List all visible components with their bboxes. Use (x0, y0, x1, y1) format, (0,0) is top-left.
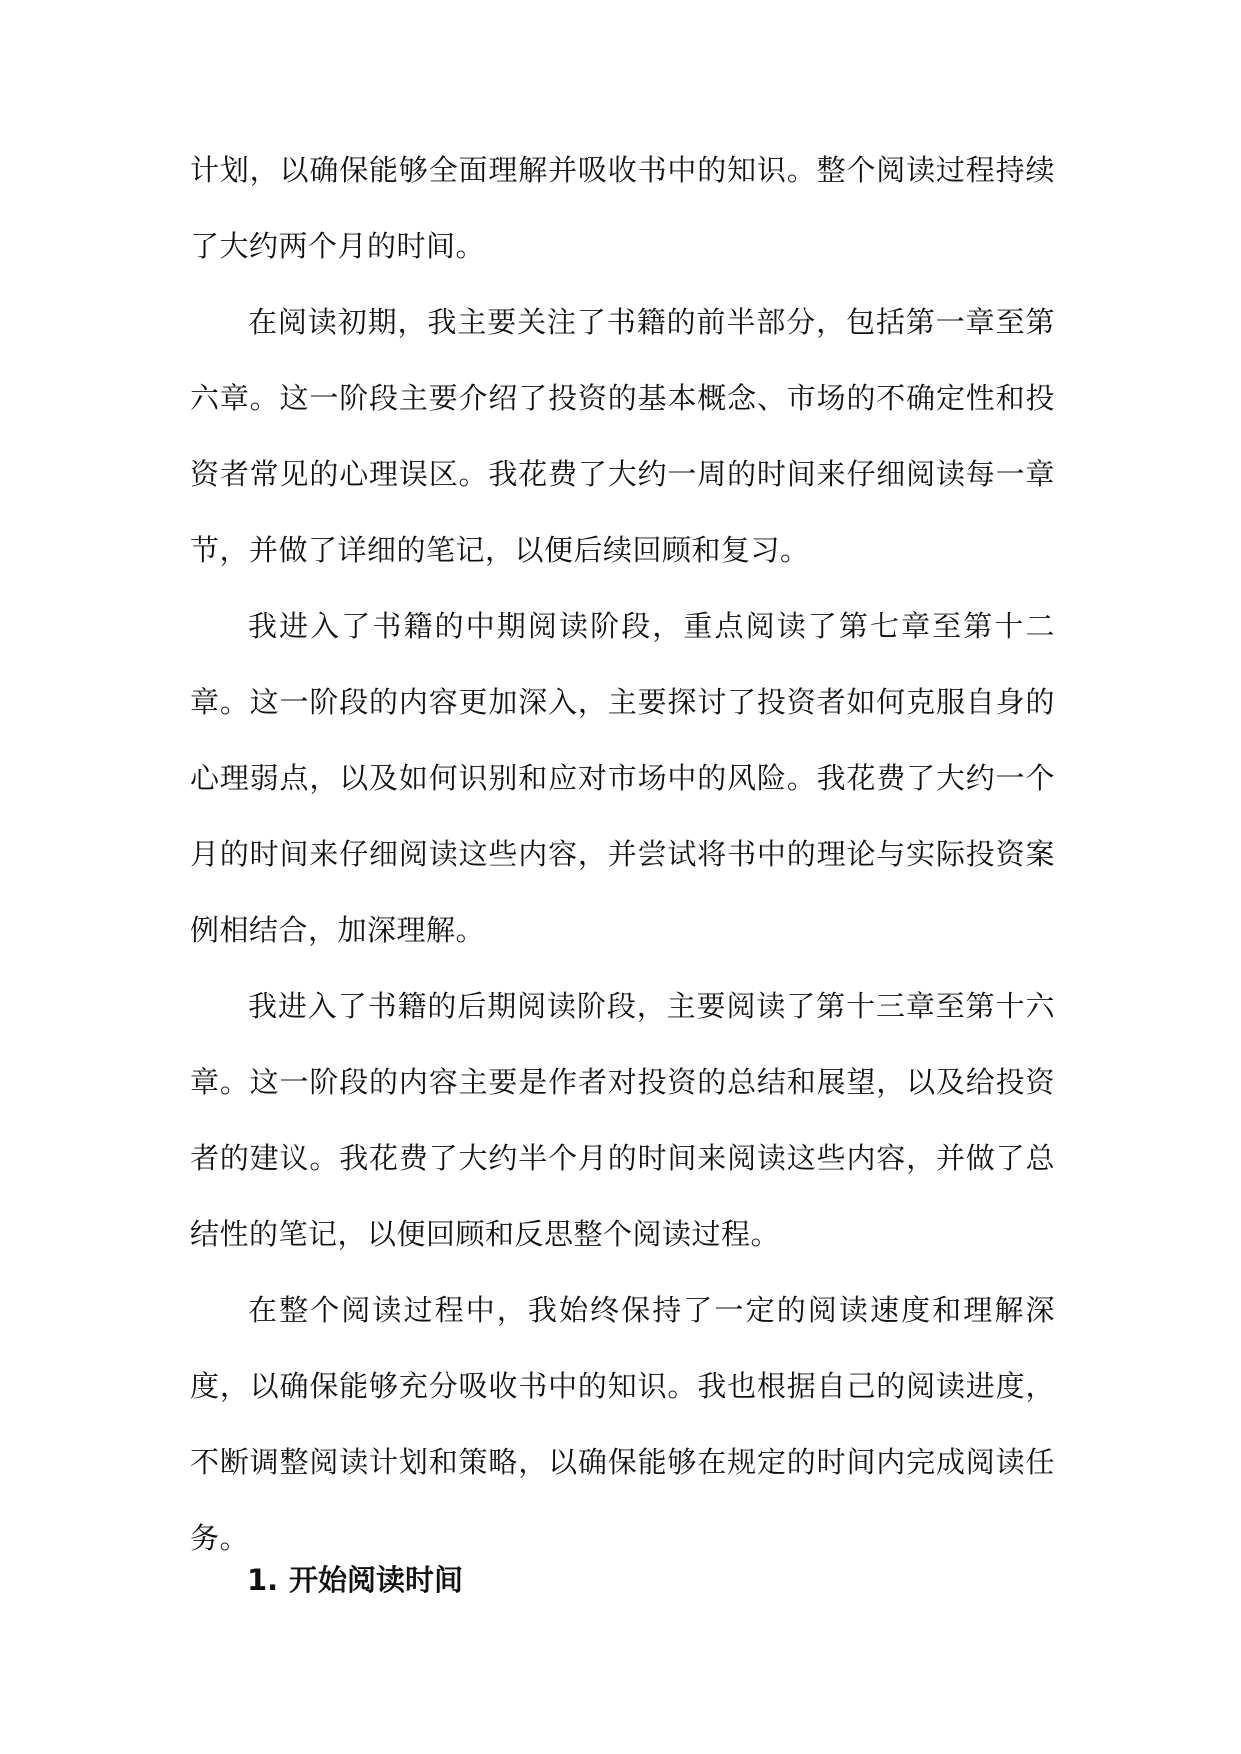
body-text (190, 132, 1055, 1576)
paragraph-middle-reading: 我进入了书籍的中期阅读阶段，重点阅读了第七章至第十二章。这一阶段的内容更加深入，主要探讨了投资者如何克服自身的心理弱点，以及如何识别和应对市场中的风险。我花费了大约一个月的时间来仔细阅读这些内容，并尝试将书中的理论与实际投资案例相结合，加深理解。 (190, 609, 1055, 947)
paragraph-overall-reading: 在整个阅读过程中，我始终保持了一定的阅读速度和理解深度，以确保能够充分吸收书中的知识。我也根据自己的阅读进度，不断调整阅读计划和策略，以确保能够在规定的时间内完成阅读任务。 (190, 1293, 1055, 1555)
section-heading (247, 1560, 463, 1600)
paragraph-early-reading: 在阅读初期，我主要关注了书籍的前半部分，包括第一章至第六章。这一阶段主要介绍了投资的基本概念、市场的不确定性和投资者常见的心理误区。我花费了大约一周的时间来仔细阅读每一章节，并做了详细的笔记，以便后续回顾和复习。 (190, 305, 1055, 567)
paragraph-late-reading: 我进入了书籍的后期阅读阶段，主要阅读了第十三章至第十六章。这一阶段的内容主要是作者对投资的总结和展望，以及给投资者的建议。我花费了大约半个月的时间来阅读这些内容，并做了总结性的笔记，以便回顾和反思整个阅读过程。 (190, 989, 1055, 1251)
paragraph-continuation: 计划，以确保能够全面理解并吸收书中的知识。整个阅读过程持续了大约两个月的时间。 (190, 153, 1055, 263)
section-heading-number: 1. (247, 1563, 279, 1597)
section-heading-title: 开始阅读时间 (289, 1563, 464, 1597)
